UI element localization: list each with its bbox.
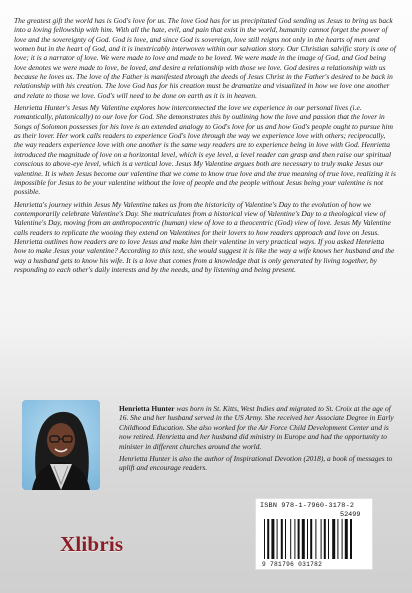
author-name: Henrietta Hunter <box>119 404 175 413</box>
barcode-bars-icon <box>262 511 368 561</box>
price-code: 52499 <box>340 511 361 519</box>
author-bio-text: was born in St. Kitts, West Indies and migrated to St. Croix at the age of 16. She and her husband served in the US Army. She received her Associate Degree in Early Childhood Education. She also worked for the Air Force Child Development Center and is now retired. Henrietta and her husband did ministry in Europe and had the opportunity to minister in different churches around the world. <box>119 404 394 451</box>
author-portrait-icon <box>22 400 100 490</box>
author-bio <box>119 404 401 476</box>
description-text <box>14 16 396 277</box>
description-paragraph-2: Henrietta Hunter's Jesus My Valentine explores how interconnected the love we experience in our personal lives (i.e. romantically, platonically) to our love for God. She demonstrates this by outlining how the love and passion that the lover in Songs of Solomon possesses for his love is an extended analogy to God's love for us and how God's people ought to pursue him as their lover. Her work calls readers to experience God's love through the way we experience love with others; reciprocally, the way readers experience love with one another is the same way readers are to experience being in love with God. Henrietta introduced the magnitude of love on a horizontal level, which is eye level, a level reader can grasp and then raise our spiritual conscious to above-eye level, which is a vertical love. Jesus My Valentine argues both are necessary to truly make Jesus our valentine. It is when Jesus become our valentine that we come to know true love and the true meaning of true love, realizing it is impossible for Jesus to be your valentine without the love of people and the people without Jesus being your valentine is not possible. <box>14 103 396 197</box>
barcode <box>255 498 373 570</box>
description-paragraph-1: The greatest gift the world has is God's love for us. The love God has for us precipitated God sending us Jesus to bring us back into a loving fellowship with him. With all the hate, evil, and pain that exist in the world, humanity cannot forget the power of love and the sovereignty of God. God is love, and since God is sovereign, love still reigns not only in the hearts of men and women but in the heart of God, and it is inextricably interwoven within our salvation story. Our Christian salvific story is one of love; it is a narrator of love. We were made to love and made to be loved. We were made in the image of God, and God being love denotes we were made to love, be loved, and desire a relationship with those we love. God desires a relationship with us because he loves us. The love of the Father is manifested through the deeds of Jesus Christ in the Father's desired to be back in relationship with his creation. The love God has for his creation must be dramatize and visualized in how we love one another and relate to those we love. God's will need to be done on earth as it is in heaven. <box>14 16 396 100</box>
isbn-label: ISBN 978-1-7960-3178-2 <box>260 502 355 510</box>
author-photo <box>22 400 100 490</box>
description-paragraph-3: Henrietta's journey within Jesus My Valentine takes us from the historicity of Valentine's Day to the evolution of how we contemporarily celebrate Valentine's Day. She matriculates from a historical view of Valentine's Day to a theological view of Valentine's Day, moving from an anthropocentric (human) view of love to a theocentric (God) view of love. Jesus My Valentine calls readers to replicate the wooing they extend on Valentines for their lovers to how readers approach and love on Jesus. Henrietta outlines how readers are to love Jesus and make him their valentine in very practical ways. If you asked Henrietta how to make Jesus your valentine? According to this text, she would suggest it is like the way a wife knows her husband and the way a husband gets to know his wife. It is a love that comes from a knowledge that is only generated by living together, by responding to each other's daily interests and by the needs, and by listening and being present. <box>14 199 395 274</box>
publisher-logo: Xlibris <box>60 532 124 556</box>
author-bio-paragraph <box>119 404 401 451</box>
barcode-digits: 9 781796 031782 <box>262 561 323 568</box>
author-bio-second-paragraph: Henrietta Hunter is also the author of Inspirational Devotion (2018), a book of messages to uplift and encourage readers. <box>119 454 393 473</box>
